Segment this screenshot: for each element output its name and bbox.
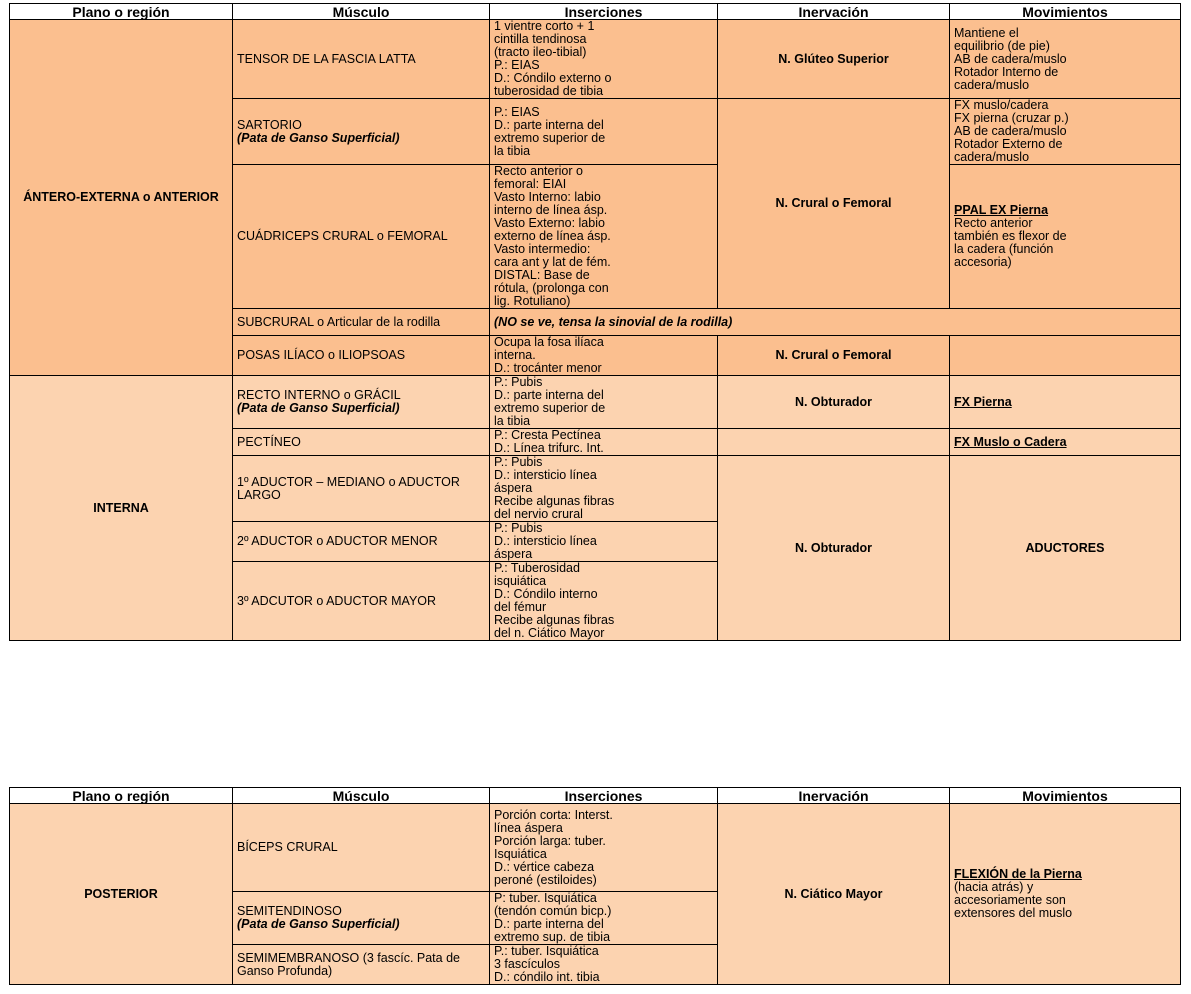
insertions-cell [490,336,718,376]
text-line: extremo superior de [494,130,606,145]
text-line: Recto anterior [954,216,1033,230]
text-line: áspera [494,547,533,561]
insertions-cell [490,456,718,522]
insertions-cell [490,429,718,456]
text-line: Recibe algunas fibras [494,613,615,627]
insertions-cell [490,522,718,562]
text-line: cadera/muslo [954,77,1030,92]
movements-title: ADUCTORES [1025,540,1105,555]
header-movements: Movimientos [950,4,1181,20]
table-row [10,20,1181,99]
text-line: (hacia atrás) y [954,880,1034,894]
muscle-cell [233,309,490,336]
text-line: FX muslo/cadera [954,98,1049,112]
muscle-cell [233,892,490,945]
muscle-name: RECTO INTERNO o GRÁCIL [237,388,401,402]
muscle-name: SEMIMEMBRANOSO (3 fascíc. Pata de Ganso Profunda) [237,950,460,978]
header-region: Plano o región [10,4,233,20]
text-line: áspera [494,481,533,495]
text-line: Vasto intermedio: [494,242,591,256]
insertions-cell [490,376,718,429]
muscle-cell [233,456,490,522]
text-line: P.: EIAS [494,58,540,72]
muscle-name: PECTÍNEO [237,434,301,449]
movements-text [954,881,1176,920]
innervation-text: N. Ciático Mayor [784,886,883,901]
muscle-cell [233,804,490,892]
innervation-text: N. Crural o Femoral [775,348,892,362]
text-line: la cadera (función [954,242,1054,256]
text-line: también es flexor de [954,229,1067,243]
innervation-cell [718,99,950,309]
movements-cell [950,804,1181,985]
text-line: P: tuber. Isquiática [494,891,597,905]
text-line: D.: trocánter menor [494,361,602,375]
region-cell-interna [10,376,233,641]
text-line: Mantiene el [954,25,1019,40]
innervation-text: N. Glúteo Superior [778,51,889,66]
header-innervation: Inervación [718,4,950,20]
muscle-cell [233,165,490,309]
text-line: (tracto ileo-tibial) [494,45,587,59]
text-line: lig. Rotuliano) [494,294,571,308]
muscle-name: 3º ADCUTOR o ADUCTOR MAYOR [237,593,437,608]
text-line: P.: Tuberosidad [494,561,580,575]
insertions-cell [490,20,718,99]
text-line: D.: parte interna del [494,388,604,402]
text-line: P.: EIAS [494,104,540,119]
table-row [10,804,1181,892]
insertions-cell [490,804,718,892]
text-line: (tendón común bicp.) [494,904,612,918]
movements-title: FX Muslo o Cadera [954,434,1067,449]
movements-title: FX Pierna [954,394,1012,409]
text-line: D.: Línea trifurc. Int. [494,441,604,455]
header-muscle: Músculo [233,788,490,804]
muscle-cell [233,336,490,376]
text-line: Vasto Interno: labio [494,190,601,204]
muscle-note: (Pata de Ganso Superficial) [237,401,400,415]
innervation-text: N. Crural o Femoral [775,196,892,210]
insertions-cell [490,562,718,641]
muscle-cell [233,522,490,562]
text-line: tuberosidad de tibia [494,84,604,98]
text-line: Rotador Externo de [954,137,1063,151]
innervation-cell [718,20,950,99]
text-line: accesoriamente son [954,893,1066,907]
movements-title: PPAL EX Pierna [954,203,1049,217]
text-line: P.: Pubis [494,521,543,535]
header-region: Plano o región [10,788,233,804]
text-line: D.: parte interna del [494,117,604,132]
muscle-name: 1º ADUCTOR – MEDIANO o ADUCTOR LARGO [237,474,460,502]
text-line: extremo superior de [494,401,606,415]
movements-cell [950,376,1181,429]
text-line: P.: Cresta Pectínea [494,428,601,442]
movements-cell [950,336,1181,376]
muscle-name: CUÁDRICEPS CRURAL o FEMORAL [237,229,448,243]
text-line: Recto anterior o [494,164,583,178]
muscle-cell [233,945,490,985]
muscle-note: (Pata de Ganso Superficial) [237,130,400,145]
note-cell [490,309,1181,336]
text-line: AB de cadera/muslo [954,51,1067,66]
text-line: del n. Ciático Mayor [494,626,605,640]
text-line: isquiática [494,574,547,588]
movements-cell [950,429,1181,456]
region-label: ÁNTERO-EXTERNA o ANTERIOR [23,190,219,204]
text-line: P.: Pubis [494,455,543,469]
region-cell-posterior [10,804,233,985]
muscle-note: (Pata de Ganso Superficial) [237,917,400,931]
posterior-muscle-table [9,787,1181,985]
muscle-name: SARTORIO [237,117,302,132]
region-label: POSTERIOR [84,886,158,901]
header-innervation: Inervación [718,788,950,804]
text-line: D.: Cóndilo interno [494,587,598,601]
header-muscle: Músculo [233,4,490,20]
text-line: Recibe algunas fibras [494,494,615,508]
muscle-cell [233,20,490,99]
text-line: externo de línea ásp. [494,229,611,243]
innervation-cell [718,456,950,641]
text-line: del nervio crural [494,507,583,521]
muscle-name: TENSOR DE LA FASCIA LATTA [237,51,416,66]
muscle-name: POSAS ILÍACO o ILIOPSOAS [237,348,406,362]
anterior-interna-muscle-table [9,3,1181,641]
text-line: equilibrio (de pie) [954,38,1050,53]
text-line: FX pierna (cruzar p.) [954,111,1069,125]
insertions-cell [490,165,718,309]
muscle-cell [233,99,490,165]
text-line: D.: intersticio línea [494,468,597,482]
movements-text [954,217,1176,269]
text-line: Vasto Externo: labio [494,216,605,230]
table-row [10,376,1181,429]
text-line: 1 vientre corto + 1 [494,19,595,33]
region-label: INTERNA [93,500,149,515]
header-insertions: Inserciones [490,4,718,20]
muscle-note: (NO se ve, tensa la sinovial de la rodilla) [494,314,733,329]
table-header-row [10,788,1181,804]
text-line: AB de cadera/muslo [954,124,1067,138]
innervation-cell [718,804,950,985]
muscle-name: SUBCRURAL o Articular de la rodilla [237,314,441,329]
movements-cell [950,99,1181,165]
text-line: del fémur [494,600,547,614]
text-line: línea áspera [494,820,563,835]
text-line: extremo sup. de tibia [494,930,611,944]
text-line: Porción corta: Interst. [494,807,613,822]
movements-cell [950,165,1181,309]
text-line: la tibia [494,414,531,428]
movements-cell [950,20,1181,99]
muscle-name: BÍCEPS CRURAL [237,840,338,854]
table-header-row [10,4,1181,20]
movements-cell [950,456,1181,641]
text-line: D.: vértice cabeza [494,859,595,874]
insertions-cell [490,892,718,945]
muscle-cell [233,376,490,429]
muscle-name: 2º ADUCTOR o ADUCTOR MENOR [237,534,438,548]
text-line: DISTAL: Base de [494,268,590,282]
movements-title: FLEXIÓN de la Pierna [954,867,1082,881]
text-line: P.: Pubis [494,375,543,389]
innervation-cell [718,429,950,456]
text-line: cadera/muslo [954,150,1030,164]
muscle-cell [233,429,490,456]
text-line: D.: intersticio línea [494,534,597,548]
text-line: Isquiática [494,846,547,861]
region-cell-anterior [10,20,233,376]
text-line: interno de línea ásp. [494,203,608,217]
text-line: femoral: EIAI [494,177,567,191]
innervation-cell [718,376,950,429]
text-line: cara ant y lat de fém. [494,255,611,269]
text-line: 3 fascículos [494,957,561,971]
text-line: Ocupa la fosa ilíaca [494,335,604,349]
text-line: accesoria) [954,255,1012,269]
text-line: D.: Cóndilo externo o [494,71,612,85]
text-line: la tibia [494,143,531,158]
text-line: interna. [494,348,536,362]
text-line: peroné (estiloides) [494,872,597,887]
text-line: rótula, (prolonga con [494,281,609,295]
innervation-text: N. Obturador [794,394,873,409]
header-movements: Movimientos [950,788,1181,804]
text-line: D.: parte interna del [494,917,604,931]
insertions-cell [490,945,718,985]
text-line: P.: tuber. Isquiática [494,944,599,958]
text-line: extensores del muslo [954,906,1073,920]
innervation-cell [718,336,950,376]
text-line: cintilla tendinosa [494,32,587,46]
text-line: Porción larga: tuber. [494,833,606,848]
muscle-cell [233,562,490,641]
innervation-text: N. Obturador [794,540,873,555]
text-line: Rotador Interno de [954,64,1059,79]
insertions-cell [490,99,718,165]
header-insertions: Inserciones [490,788,718,804]
muscle-name: SEMITENDINOSO [237,904,342,918]
text-line: D.: cóndilo int. tibia [494,970,600,984]
